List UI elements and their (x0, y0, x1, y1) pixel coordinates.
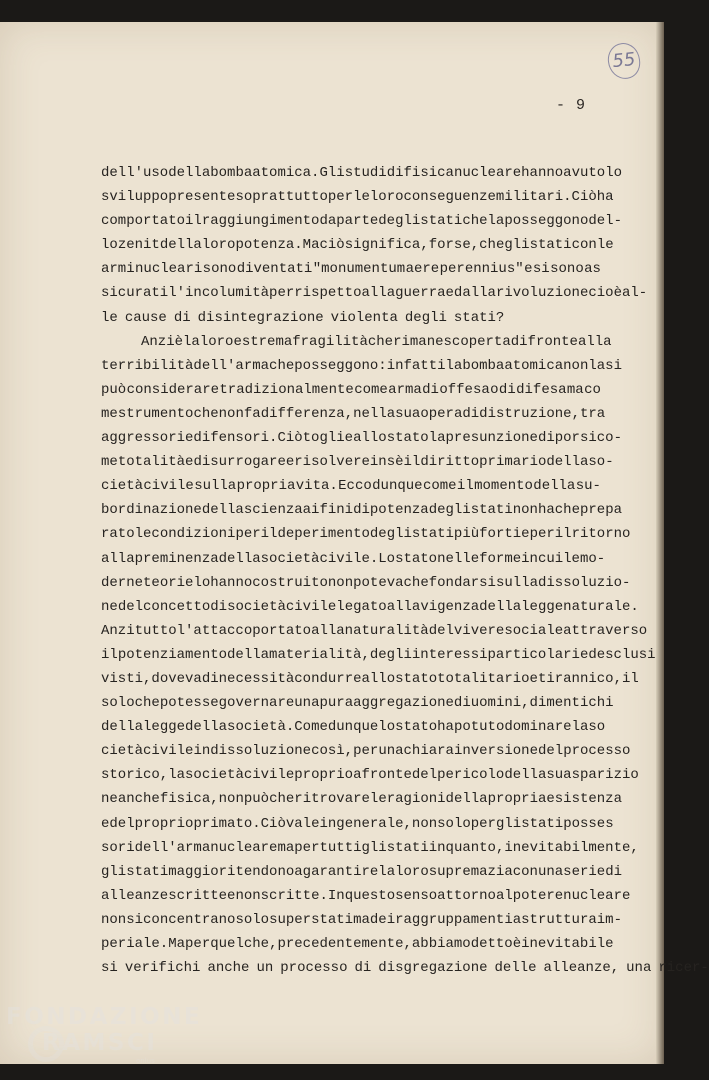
text-line: le cause di disintegrazione violenta degli stati? (101, 309, 505, 326)
text-line: sori dell'arma nucleare ma per tutti gli stati in quanto, inevitabilmente, (101, 839, 639, 856)
text-line: e del proprio primato. Ciò vale in generale, non solo per gli stati posses (101, 815, 614, 832)
text-line: il potenziamento della materialità, degli interessi particolari ed esclusi (101, 646, 656, 663)
archive-page-number: 55 (606, 41, 642, 80)
watermark-suffix: onlus (136, 1057, 155, 1065)
text-line: non si concentrano solo superstati ma dei raggruppamenti a struttura im- (101, 911, 622, 928)
text-line: aggressori e difensori. Ciò toglie allo stato la presunzione di porsi co- (101, 430, 622, 447)
text-line: lo zenit della loro potenza. Ma ciò significa, forse, che gli stati con le (101, 237, 614, 254)
text-line: si verifichi anche un processo di disgregazione delle alleanze, una ricer- (101, 960, 709, 977)
text-line: alla preminenza della società civile. Lo stato nelle forme in cui le mo- (101, 550, 606, 567)
watermark-line2: RAMSCI (42, 1030, 158, 1056)
text-line: Anzi è la loro estrema fragilità che rimane scoperta di fronte alla (141, 333, 612, 350)
text-line: ne del concetto di società civile legato alla vigenza della legge naturale. (101, 598, 639, 615)
watermark-line1: FONDAZIONE (6, 1004, 203, 1030)
text-line: rato le condizioni per il d eperimento degli stati più forti e per il ritorno (101, 526, 631, 543)
text-line: Anzi tutto l'attacco portato alla naturalità del vivere sociale attraverso (101, 622, 648, 639)
text-line: può considerare tradizionalmente come arma di offesa o di difesa ma co (101, 381, 601, 398)
text-line: solo che potesse governare una pura aggregazione di uomini, dimentichi (101, 695, 614, 712)
text-line: alleanze scritte e non scritte. In questo senso attorno al potere nucleare (101, 887, 631, 904)
body-text (101, 161, 709, 980)
text-line: cietà civile sulla propria vita. Ecco dunque come il momento della su- (101, 478, 601, 495)
text-line: armi nucleari sono diventati "monumentum aere perennius" e si sono as (101, 261, 601, 278)
text-line: sicurati l'incolumità per rispetto alla guerra ed alla rivoluzione cioè al- (101, 285, 648, 302)
text-line: me strumento che non fa differenza, nella sua opera di distruzione, tra (101, 405, 606, 422)
text-line: gli stati maggiori tendono a garantire la loro supremazia con una serie di (101, 863, 622, 880)
text-line: della legge della società. Come dunque lo stato ha potuto dominare la so (101, 719, 606, 736)
text-line: comportato il raggiungimento da parte degli stati che la posseggono del- (101, 213, 622, 230)
text-line: periale. Ma per quel che, precedentemente, abbiamo detto è inevitabile (101, 936, 614, 952)
text-line: dell'uso della bomba atomica. Gli studi di fisica nucleare hanno avuto lo (101, 165, 622, 181)
text-line: ne anche fisica, non può che ritrovare le ragioni della propria esistenza (101, 791, 622, 808)
text-line: terribilità dell'arma che posseggono: infatti la bomba atomica non la si (101, 357, 622, 374)
page-number: - 9 (556, 97, 587, 114)
text-line: cietà civile in dissoluzione così, per una chiara inversione del processo (101, 743, 631, 760)
text-line: storico, la società civile proprio a fronte del pericolo della sua sparizio (101, 767, 639, 784)
text-line: derne teorie lo hanno costruito non poteva che fondarsi sulla dissoluzio- (101, 574, 631, 591)
text-line: sviluppo presente soprattutto per le loro conseguenze militari. Ciò ha (101, 189, 614, 206)
page-edge (656, 22, 664, 1064)
text-line: bordinazione della scienza ai fini di potenza degli stati non ha che prepa (101, 502, 622, 519)
text-line: visti, doveva di necessità condurre allo stato totalitario e tirannico, il (101, 670, 639, 687)
text-line: me totalità e di surrogare e risolvere in sè il diritto primario della so- (101, 454, 614, 471)
watermark-logo-icon (28, 1026, 64, 1062)
